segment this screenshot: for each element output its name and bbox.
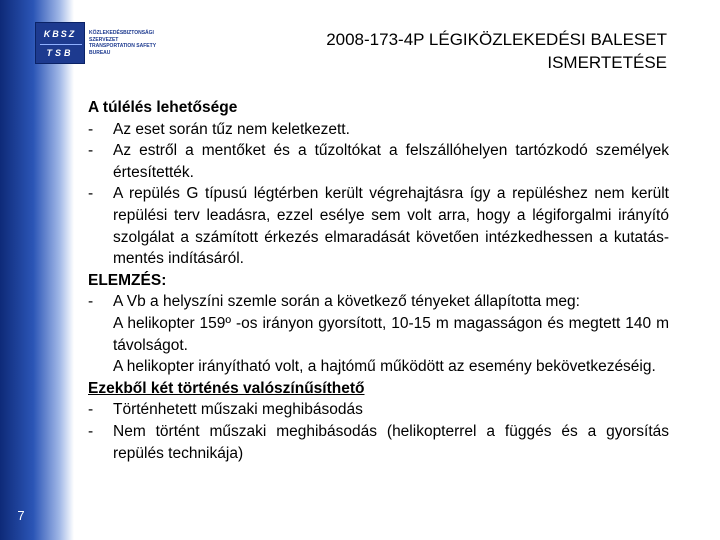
slide-content	[88, 97, 669, 464]
heading-conclusions: Ezekből két történés valószínűsíthető	[88, 379, 365, 397]
kbsz-logo	[35, 22, 165, 64]
bullet-dash: -	[88, 185, 94, 203]
logo-badge	[35, 22, 85, 64]
sidebar-gradient	[0, 0, 74, 540]
list-item	[88, 399, 669, 421]
logo-text: KÖZLEKEDÉSBIZTONSÁGI SZERVEZET TRANSPORTATION SAFETY BUREAU	[89, 30, 156, 56]
list-item-text: Az estről a mentőket és a tűzoltókat a felszállóhelyen tartózkodó személyek értesítették.	[113, 142, 669, 181]
heading-analysis: ELEMZÉS:	[88, 271, 167, 289]
list-item	[88, 421, 669, 464]
bullet-dash: -	[88, 401, 94, 419]
list-item	[88, 119, 669, 141]
title-line-1: 2008-173-4P LÉGIKÖZLEKEDÉSI BALESET	[326, 30, 667, 49]
list-item	[88, 183, 669, 269]
list-item-text: A Vb a helyszíni szemle során a következő tényeket állapította meg:	[113, 293, 580, 311]
bullet-dash: -	[88, 142, 94, 160]
list-item-text: A repülés G típusú légtérben került végrehajtásra így a repüléshez nem került repülési terv leadásra, ezzel esélye sem volt arra, hogy a légiforgalmi irányító szolgálat a számított érkezés elmaradását követően intézkedhessen a kutatás- mentés indításáról.	[113, 185, 669, 268]
title-line-2: ISMERTETÉSE	[547, 53, 667, 72]
bullet-dash: -	[88, 293, 94, 311]
list-item-text: Történhetett műszaki meghibásodás	[113, 401, 363, 419]
list-item-text: Az eset során tűz nem keletkezett.	[113, 120, 350, 138]
logo-badge-top: KBSZ	[43, 29, 77, 39]
logo-badge-bottom: TSB	[46, 48, 74, 58]
logo-divider	[40, 44, 82, 45]
page-title	[197, 28, 667, 74]
list-item-text: Nem történt műszaki meghibásodás (helikopterrel a függés és a gyorsítás repülés technikája)	[113, 422, 669, 462]
bullet-dash: -	[88, 120, 94, 138]
finding-paragraph: A helikopter irányítható volt, a hajtómű működött az esemény bekövetkezéséig.	[113, 358, 656, 376]
heading-survival: A túlélés lehetősége	[88, 99, 238, 116]
finding-paragraph: A helikopter 159º -os irányon gyorsított, 10-15 m magasságon és megtett 140 m távolságot.	[113, 314, 669, 354]
list-item	[88, 140, 669, 183]
bullet-dash: -	[88, 422, 94, 440]
slide-number: 7	[17, 508, 25, 523]
list-item	[88, 291, 669, 313]
